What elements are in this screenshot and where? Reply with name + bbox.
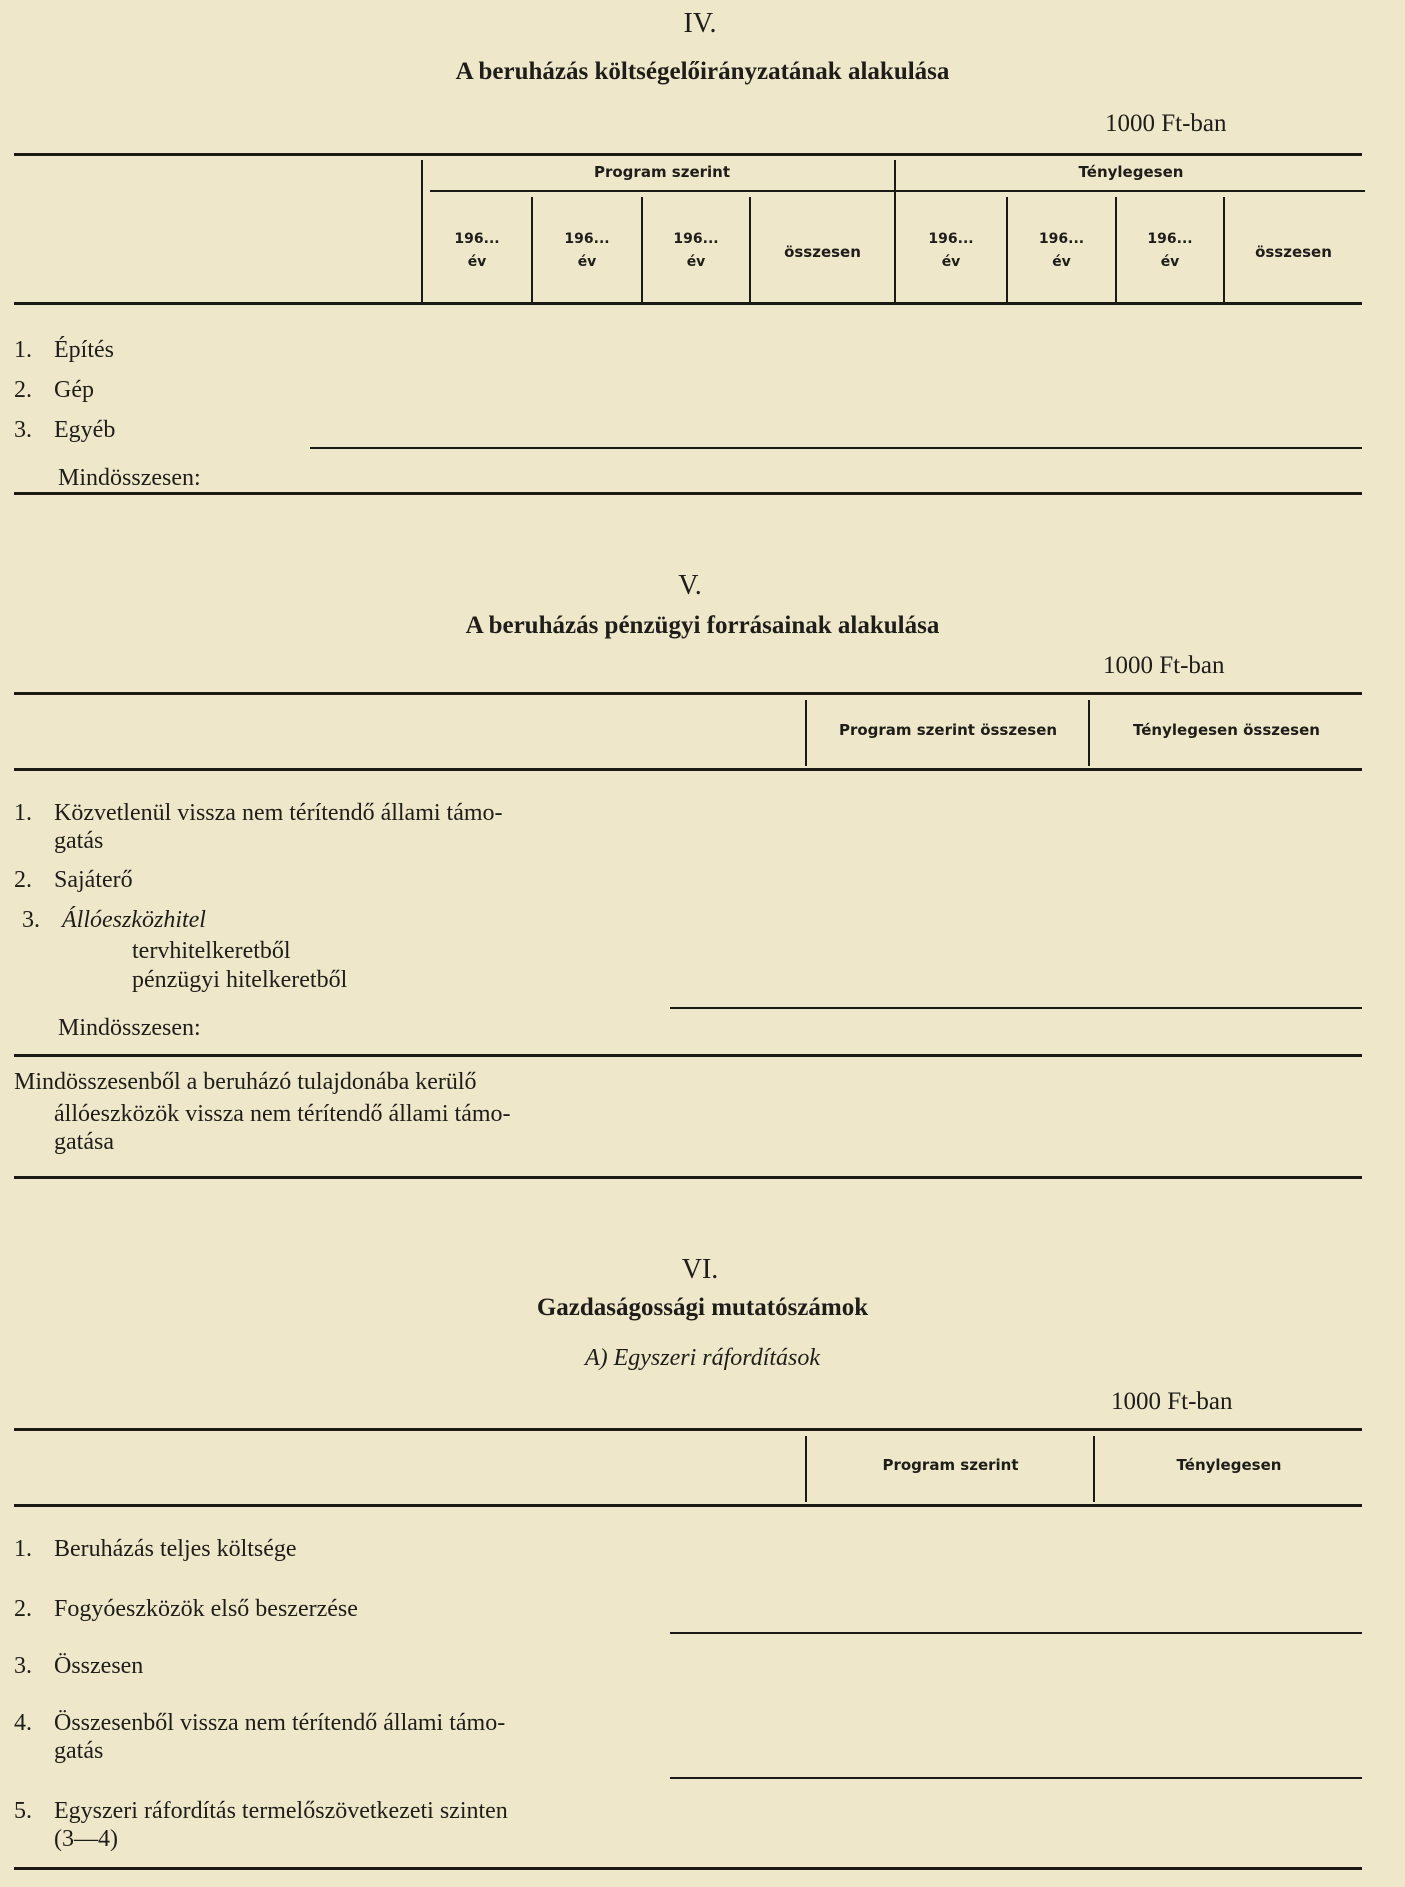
col-divider	[805, 700, 807, 766]
header-bottom-rule	[14, 302, 1362, 305]
section-v-unit: 1000 Ft-ban	[1103, 652, 1225, 679]
year-column-header: 196... év	[1147, 231, 1193, 270]
column-header-actual: Ténylegesen	[1176, 1456, 1282, 1474]
group-header-program: Program szerint	[593, 163, 731, 181]
col-divider	[805, 1436, 807, 1502]
table-bottom-rule	[14, 492, 1362, 495]
section-iv-title: A beruházás költségelőirányzatának alakulása	[455, 58, 950, 85]
section-v-numeral: V.	[678, 570, 702, 601]
section-iv-unit: 1000 Ft-ban	[1105, 110, 1227, 137]
table-subrow: pénzügyi hitelkeretből	[132, 967, 348, 993]
group-header-rule	[430, 190, 1365, 192]
section-vi-subtitle: A) Egyszeri ráfordítások	[584, 1345, 821, 1371]
table-top-rule	[14, 692, 1362, 695]
note-row-continuation: állóeszközök vissza nem térítendő állami támo-	[54, 1101, 511, 1127]
table-row: 5. Egyszeri ráfordítás termelőszövetkezeti szinten	[14, 1798, 508, 1824]
year-column-header: 196... év	[673, 231, 719, 270]
col-divider	[1093, 1436, 1095, 1502]
subtotal-rule	[670, 1777, 1362, 1779]
section-vi-unit: 1000 Ft-ban	[1111, 1388, 1233, 1415]
table-row: 2. Fogyóeszközök első beszerzése	[14, 1596, 358, 1622]
table-row-continuation: gatás	[54, 828, 104, 854]
year-column-header: 196... év	[1038, 231, 1085, 270]
column-header-program: Program szerint összesen	[838, 721, 1058, 739]
table-row: 2. Sajáterő	[14, 867, 133, 893]
table-row-continuation: gatás	[54, 1738, 104, 1764]
table-rule	[14, 1054, 1362, 1057]
table-row: 4. Összesenből vissza nem térítendő állami támo-	[14, 1710, 506, 1736]
year-column-header: 196... év	[928, 231, 974, 270]
table-top-rule	[14, 153, 1362, 156]
table-subrow: tervhitelkeretből	[132, 938, 291, 964]
total-column-header: összesen	[1255, 243, 1332, 261]
table-bottom-rule	[14, 1176, 1362, 1179]
subtotal-rule	[670, 1632, 1362, 1634]
year-column-header: 196... év	[454, 231, 500, 270]
table-row: 3. Összesen	[14, 1653, 144, 1679]
column-header-actual: Ténylegesen összesen	[1133, 721, 1320, 739]
section-iv-numeral: IV.	[683, 8, 717, 39]
table-row: 2. Gép	[14, 377, 94, 403]
table-top-rule	[14, 1428, 1362, 1431]
table-row: 3. Egyéb	[14, 417, 116, 443]
subtotal-rule	[670, 1007, 1362, 1009]
note-row-continuation: gatása	[54, 1129, 114, 1155]
note-row: Mindösszesenből a beruházó tulajdonába kerülő	[14, 1069, 477, 1095]
header-bottom-rule	[14, 768, 1362, 771]
table-row: 1. Építés	[14, 337, 114, 363]
year-column-header: 196... év	[564, 231, 610, 270]
table-row-continuation: (3—4)	[54, 1826, 118, 1852]
total-column-header: összesen	[784, 243, 861, 261]
grand-total-label: Mindösszesen:	[58, 1015, 201, 1041]
subtotal-rule	[310, 447, 1362, 449]
table-row: 1. Közvetlenül vissza nem térítendő állami támo-	[14, 800, 503, 826]
section-v-title: A beruházás pénzügyi forrásainak alakulása	[465, 612, 940, 639]
header-bottom-rule	[14, 1504, 1362, 1507]
column-header-program: Program szerint	[882, 1456, 1019, 1474]
group-header-actual: Ténylegesen	[1078, 163, 1184, 181]
table-row: 3. Állóeszközhitel	[22, 907, 206, 933]
col-divider	[1088, 700, 1090, 766]
section-vi-title: Gazdaságossági mutatószámok	[536, 1294, 869, 1321]
table-bottom-rule	[14, 1867, 1362, 1870]
grand-total-label: Mindösszesen:	[58, 465, 201, 491]
table-row: 1. Beruházás teljes költsége	[14, 1536, 297, 1562]
section-vi-numeral: VI.	[681, 1254, 719, 1285]
